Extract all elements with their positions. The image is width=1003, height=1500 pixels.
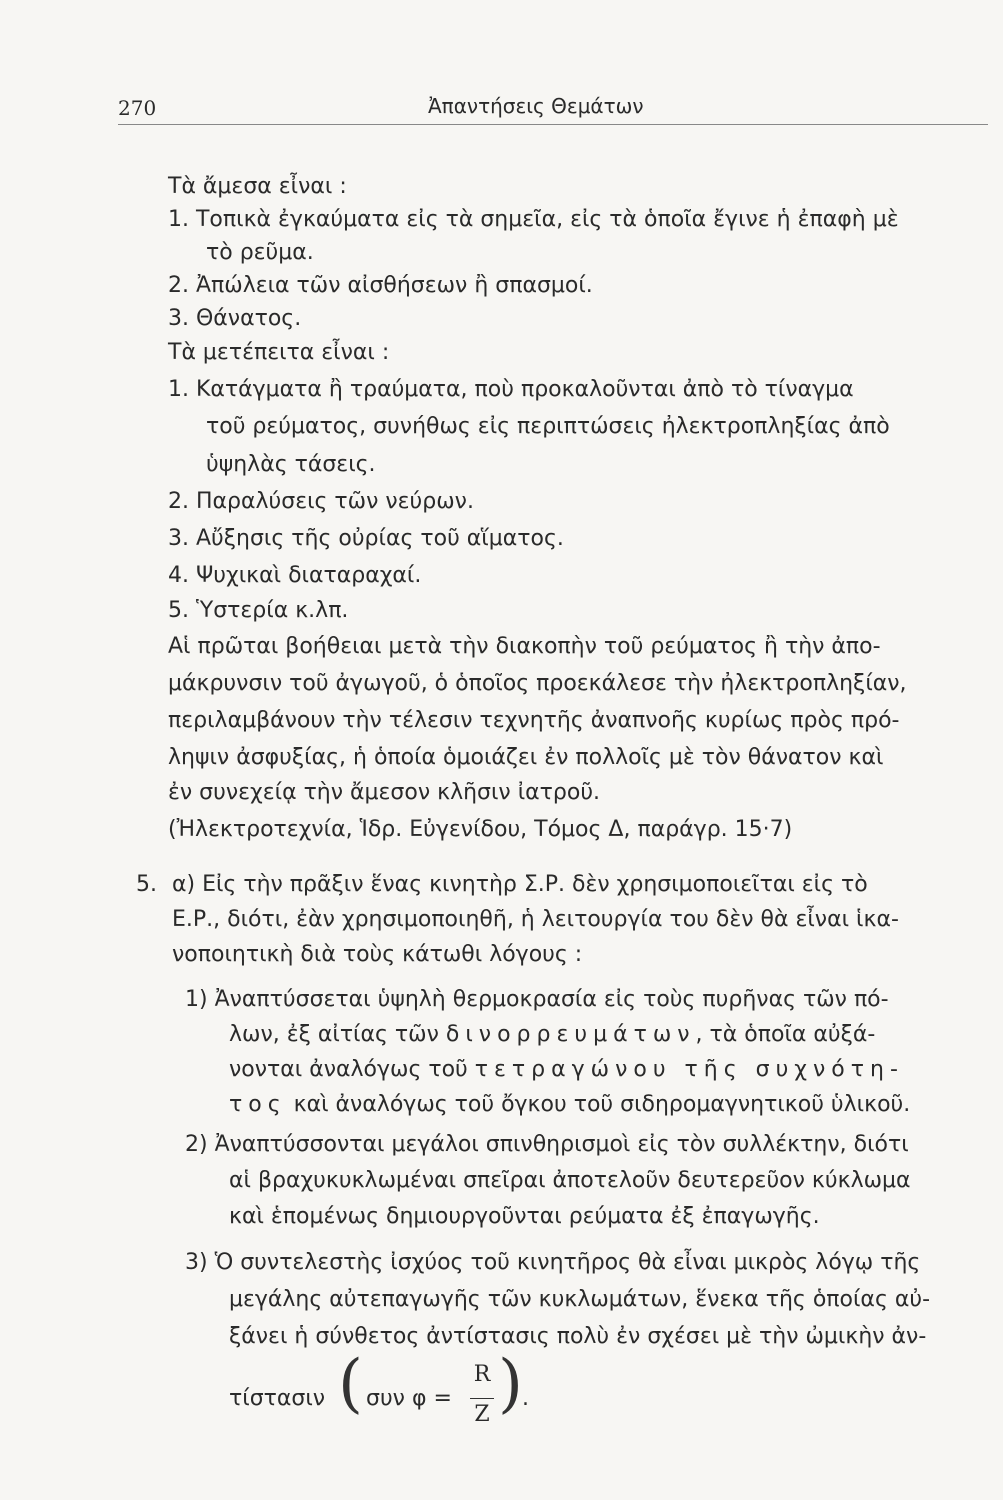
reason-1-line-2-end: , τὰ ὁποῖα αὐξά-	[695, 1022, 876, 1047]
later-item-3: 3. Αὔξησις τῆς οὐρίας τοῦ αἵματος.	[168, 526, 564, 551]
formula-denominator: Z	[474, 1402, 490, 1427]
reason-1-line-1: 1) Ἀναπτύσσεται ὑψηλὴ θερμοκρασία εἰς τοὺς πυρῆνας τῶν πό-	[185, 987, 889, 1012]
emphasis-tos: τος	[229, 1092, 287, 1117]
emphasis-frequency-square: τετραγώνου τῆς συχνότη-	[474, 1057, 904, 1082]
formula-close-paren: )	[498, 1347, 523, 1421]
formula-open-paren: (	[338, 1347, 363, 1421]
immediate-heading: Τὰ ἄμεσα εἶναι :	[168, 174, 347, 199]
later-item-4: 4. Ψυχικαὶ διαταραχαί.	[168, 563, 422, 588]
reason-2-line-1: 2) Ἀναπτύσσονται μεγάλοι σπινθηρισμοὶ εἰς τὸν συλλέκτην, διότι	[185, 1132, 909, 1157]
reason-1-line-4-end: καὶ ἀναλόγως τοῦ ὄγκου τοῦ σιδηρομαγνητικοῦ ὑλικοῦ.	[286, 1092, 911, 1117]
reason-1-line-3	[229, 1055, 904, 1085]
fraction-bar	[470, 1398, 494, 1399]
later-item-1-line-2: τοῦ ρεύματος, συνήθως εἰς περιπτώσεις ἠλεκτροπληξίας ἀπὸ	[206, 414, 890, 439]
first-aid-reference: (Ἠλεκτροτεχνία, Ἱδρ. Εὐγενίδου, Τόμος Δ, παράγρ. 15·7)	[168, 817, 793, 842]
reason-2-line-3: καὶ ἑπομένως δημιουργοῦνται ρεύματα ἐξ ἐπαγωγῆς.	[229, 1204, 820, 1229]
formula-lhs: συν φ =	[366, 1386, 452, 1411]
reason-1-line-2-start: λων, ἐξ αἰτίας τῶν	[229, 1022, 446, 1047]
emphasis-eddy-currents: δινορρευμάτων	[445, 1022, 696, 1047]
reason-3-line-3: ξάνει ἡ σύνθετος ἀντίστασις πολὺ ἐν σχέσει μὲ τὴν ὠμικὴν ἀν-	[229, 1324, 927, 1349]
first-aid-line-3: περιλαμβάνουν τὴν τέλεσιν τεχνητῆς ἀναπνοῆς κυρίως πρὸς πρό-	[168, 708, 900, 733]
reason-2-line-2: αἱ βραχυκυκλωμέναι σπεῖραι ἀποτελοῦν δευτερεῦον κύκλωμα	[229, 1168, 911, 1193]
later-item-2: 2. Παραλύσεις τῶν νεύρων.	[168, 489, 474, 514]
later-item-1-line-1: 1. Κατάγματα ἢ τραύματα, ποὺ προκαλοῦνται ἀπὸ τὸ τίναγμα	[168, 377, 854, 402]
question-number: 5.	[136, 872, 157, 897]
formula-period: .	[522, 1386, 529, 1411]
formula-numerator: R	[473, 1362, 491, 1387]
reason-1-line-4	[229, 1090, 910, 1120]
first-aid-line-2: μάκρυνσιν τοῦ ἀγωγοῦ, ὁ ὁποῖος προεκάλεσε τὴν ἠλεκτροπληξίαν,	[168, 671, 907, 696]
reason-1-line-3-start: νονται ἀναλόγως τοῦ	[229, 1057, 475, 1082]
first-aid-line-5: ἐν συνεχείᾳ τὴν ἄμεσον κλῆσιν ἰατροῦ.	[168, 780, 601, 805]
page-header	[118, 90, 988, 125]
immediate-item-3: 3. Θάνατος.	[168, 306, 302, 331]
running-title: Ἀπαντήσεις Θεμάτων	[428, 94, 644, 118]
later-heading: Τὰ μετέπειτα εἶναι :	[168, 340, 390, 365]
first-aid-line-1: Αἱ πρῶται βοήθειαι μετὰ τὴν διακοπὴν τοῦ ρεύματος ἢ τὴν ἀπο-	[168, 634, 881, 659]
reason-3-line-1: 3) Ὁ συντελεστὴς ἰσχύος τοῦ κινητῆρος θὰ εἶναι μικρὸς λόγῳ τῆς	[185, 1250, 921, 1275]
first-aid-line-4: ληψιν ἀσφυξίας, ἡ ὁποία ὁμοιάζει ἐν πολλοῖς μὲ τὸν θάνατον καὶ	[168, 745, 884, 770]
q5-line-1: α) Εἰς τὴν πρᾶξιν ἕνας κινητὴρ Σ.Ρ. δὲν χρησιμοποιεῖται εἰς τὸ	[172, 872, 868, 897]
immediate-item-1-line-1: 1. Τοπικὰ ἐγκαύματα εἰς τὰ σημεῖα, εἰς τὰ ὁποῖα ἔγινε ἡ ἐπαφὴ μὲ	[168, 207, 899, 232]
reason-3-line-2: μεγάλης αὐτεπαγωγῆς τῶν κυκλωμάτων, ἕνεκα τῆς ὁποίας αὐ-	[229, 1287, 931, 1312]
q5-line-3: νοποιητικὴ διὰ τοὺς κάτωθι λόγους :	[172, 942, 583, 967]
later-item-5: 5. Ὑστερία κ.λπ.	[168, 598, 349, 623]
immediate-item-1-line-2: τὸ ρεῦμα.	[206, 240, 314, 265]
immediate-item-2: 2. Ἀπώλεια τῶν αἰσθήσεων ἢ σπασμοί.	[168, 273, 593, 298]
reason-3-line-4: τίστασιν	[229, 1386, 326, 1411]
page-number: 270	[118, 96, 157, 120]
q5-line-2: Ε.Ρ., διότι, ἐὰν χρησιμοποιηθῆ, ἡ λειτουργία του δὲν θὰ εἶναι ἱκα-	[172, 907, 899, 932]
reason-1-line-2	[229, 1020, 875, 1050]
later-item-1-line-3: ὑψηλὰς τάσεις.	[206, 452, 376, 477]
